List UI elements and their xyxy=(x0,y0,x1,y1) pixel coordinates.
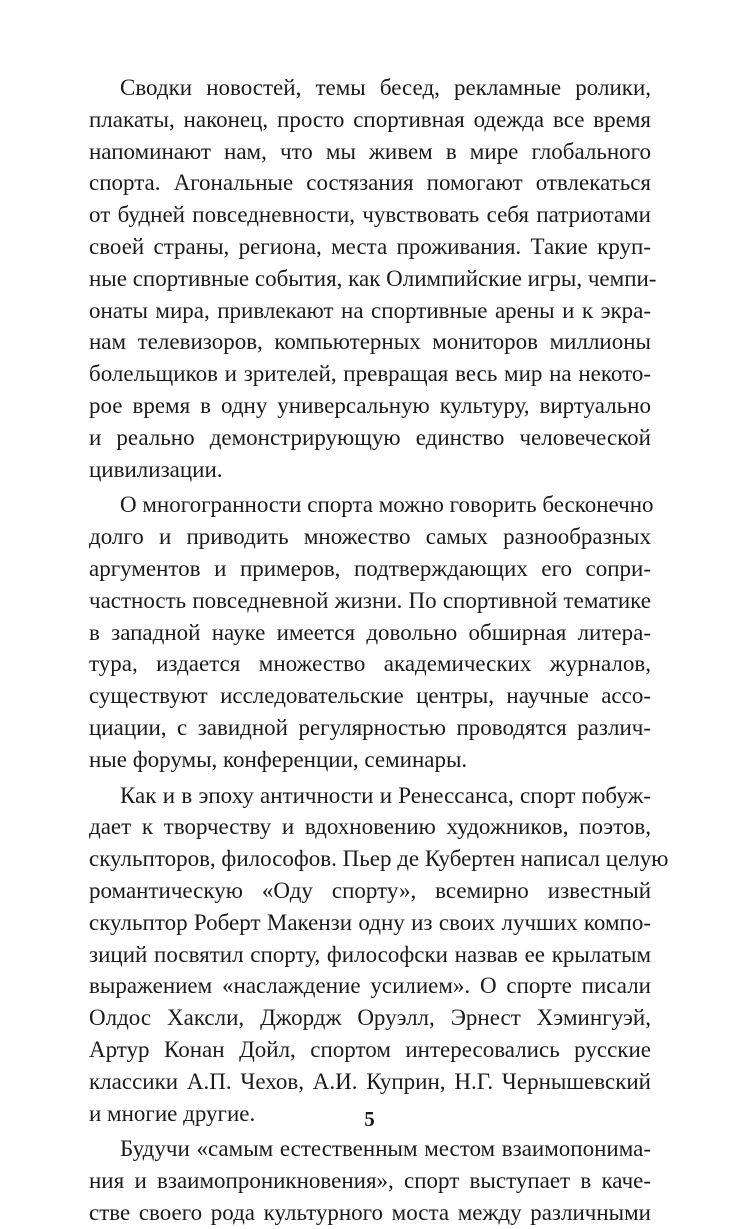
text-line: своей страны, региона, места проживания. Такие круп- xyxy=(89,233,651,259)
text-line: тура, издается множество академических журналов, xyxy=(89,651,651,677)
text-line: рое время в одну универсальную культуру, виртуально xyxy=(89,392,651,418)
paragraph-4 xyxy=(89,1133,651,1228)
text-line: существуют исследовательские центры, научные ассо- xyxy=(89,683,651,709)
text-line: Как и в эпоху античности и Ренессанса, спорт побуж- xyxy=(120,782,651,808)
text-line: ные форумы, конференции, семинары. xyxy=(89,746,468,772)
text-line: ные спортивные события, как Олимпийские игры, чемпи- xyxy=(89,265,657,291)
text-line: частность повседневной жизни. По спортивной тематике xyxy=(89,587,651,613)
text-line: скульпторов, философов. Пьер де Кубертен написал целую xyxy=(89,846,669,872)
text-line: ния и взаимопроникновения», спорт выступает в каче- xyxy=(89,1168,651,1194)
text-line: цивилизации. xyxy=(89,456,223,482)
text-line: и реально демонстрирующую единство человеческой xyxy=(89,424,651,450)
text-line: Будучи «самым естественным местом взаимопонима- xyxy=(120,1136,651,1162)
body-text xyxy=(89,72,669,1229)
text-line: О многогранности спорта можно говорить бесконечно xyxy=(120,492,654,518)
text-line: романтическую «Оду спорту», всемирно известный xyxy=(89,877,651,903)
text-line: болельщиков и зрителей, превращая весь мир на некото- xyxy=(89,361,651,387)
text-line: Олдос Хаксли, Джордж Оруэлл, Эрнест Хэмингуэй, xyxy=(89,1005,651,1031)
text-line: Сводки новостей, темы бесед, рекламные ролики, xyxy=(120,75,651,100)
paragraph-1 xyxy=(89,72,657,485)
text-line: онаты мира, привлекают на спортивные арены и к экра- xyxy=(89,297,651,323)
text-line: Артур Конан Дойл, спортом интересовались русские xyxy=(89,1036,651,1062)
paragraph-3 xyxy=(89,780,669,1130)
text-line: спорта. Агональные состязания помогают отвлекаться xyxy=(89,170,651,196)
text-line: скульптор Роберт Макензи одну из своих лучших компо- xyxy=(89,909,651,935)
text-line: и многие другие. xyxy=(89,1100,256,1126)
text-line: аргументов и примеров, подтверждающих его сопри- xyxy=(89,555,651,581)
page-number: 5 xyxy=(364,1107,375,1131)
text-line: зиций посвятил спорту, философски назвав ее крылатым xyxy=(89,941,651,967)
text-line: стве своего рода культурного моста между различными xyxy=(89,1199,651,1225)
text-line: нам телевизоров, компьютерных мониторов миллионы xyxy=(89,329,651,355)
text-line: напоминают нам, что мы живем в мире глобального xyxy=(89,138,651,164)
text-line: выражением «наслаждение усилием». О спорте писали xyxy=(89,973,651,999)
text-line: циации, с завидной регулярностью проводятся различ- xyxy=(89,714,651,740)
paragraph-2 xyxy=(89,489,654,775)
text-line: от будней повседневности, чувствовать себя патриотами xyxy=(89,202,651,228)
text-line: в западной науке имеется довольно обширная литера- xyxy=(89,619,651,645)
text-line: плакаты, наконец, просто спортивная одежда все время xyxy=(89,106,651,132)
text-line: долго и приводить множество самых разнообразных xyxy=(89,524,651,550)
text-line: классики А.П. Чехов, А.И. Куприн, Н.Г. Чернышевский xyxy=(89,1068,651,1094)
text-line: дает к творчеству и вдохновению художников, поэтов, xyxy=(89,814,651,840)
